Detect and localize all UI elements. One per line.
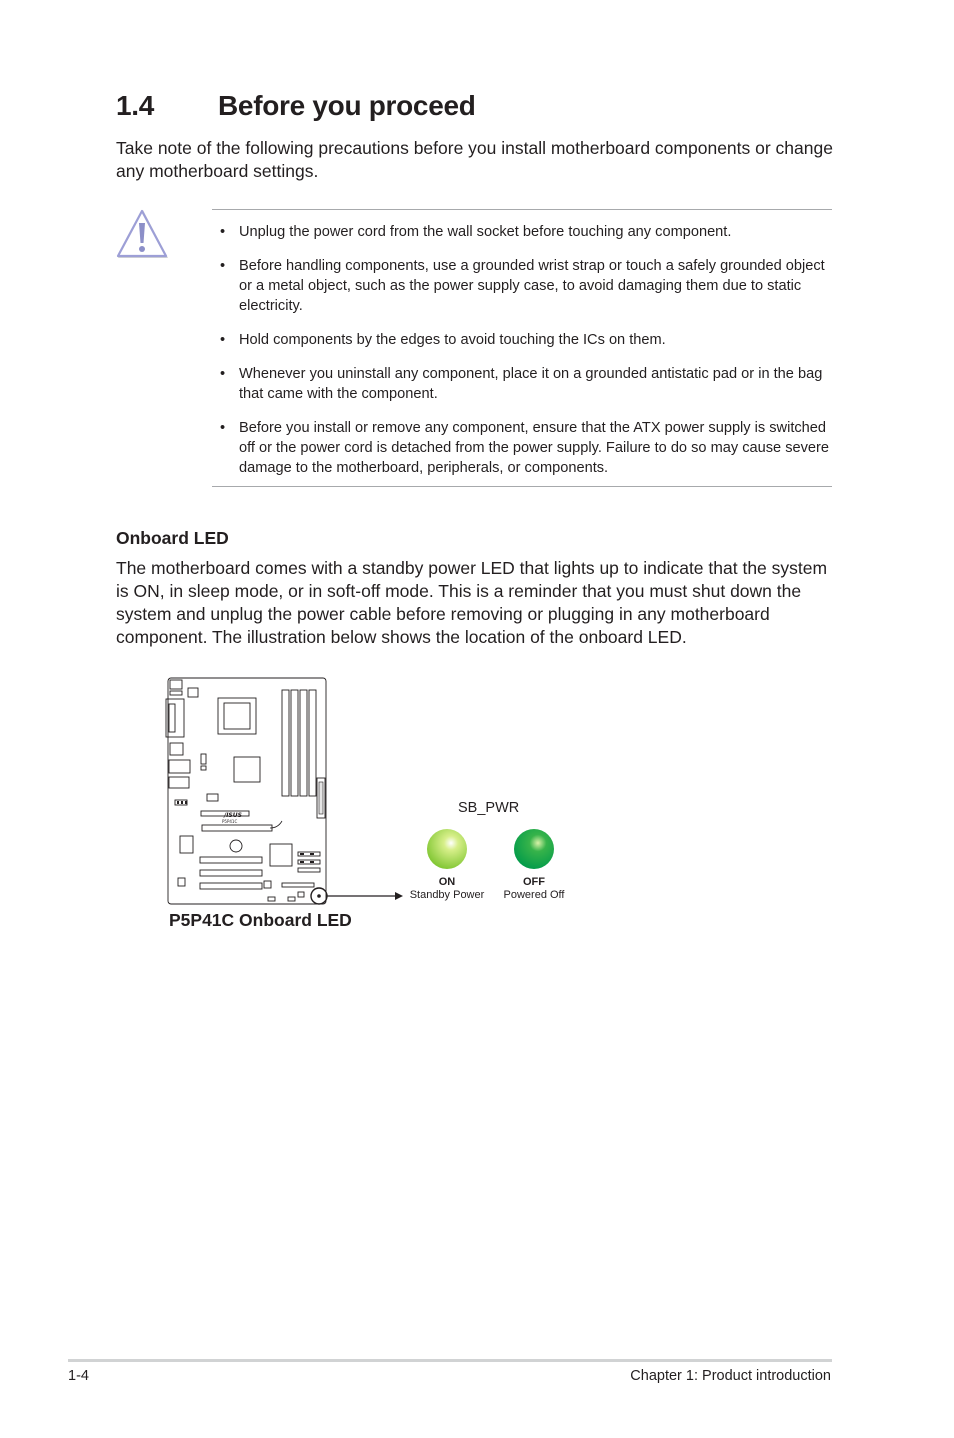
led-off-description: Powered Off bbox=[503, 889, 565, 901]
chapter-title: Chapter 1: Product introduction bbox=[630, 1368, 831, 1384]
caution-item: • Before you install or remove any component, ensure that the ATX power supply is switched off or the power cord is detached from the power supply. Failure to do so may cause severe damage to the motherboard, peripherals, or components. bbox=[220, 420, 829, 476]
motherboard-diagram bbox=[160, 670, 580, 910]
caution-list bbox=[212, 222, 832, 492]
section-number: 1.4 bbox=[116, 90, 155, 121]
page-number: 1-4 bbox=[68, 1368, 89, 1384]
onboard-led-heading: Onboard LED bbox=[116, 528, 229, 548]
intro-paragraph: Take note of the following precautions before you install motherboard components or change any motherboard settings. bbox=[116, 138, 833, 181]
section-title: Before you proceed bbox=[218, 90, 476, 121]
caution-item: • Before handling components, use a grounded wrist strap or touch a safely grounded object or a metal object, such as the power supply case, to avoid damaging them due to static electricity. bbox=[220, 258, 825, 314]
diagram-caption: P5P41C Onboard LED bbox=[169, 910, 352, 930]
led-on-description: Standby Power bbox=[409, 889, 485, 901]
led-off-state: OFF bbox=[523, 876, 545, 888]
led-on-state: ON bbox=[438, 876, 456, 888]
section-heading bbox=[116, 90, 476, 122]
caution-item: • Whenever you uninstall any component, place it on a grounded antistatic pad or in the bag that came with the component. bbox=[220, 366, 823, 402]
led-on-indicator bbox=[426, 828, 468, 870]
caution-item: • Unplug the power cord from the wall socket before touching any component. bbox=[220, 224, 732, 240]
caution-box bbox=[212, 209, 832, 487]
led-off-indicator bbox=[513, 828, 555, 870]
board-model: P5P41C bbox=[222, 819, 238, 824]
board-logo: /ISUS bbox=[224, 812, 242, 819]
onboard-led-paragraph: The motherboard comes with a standby power LED that lights up to indicate that the system is ON, in sleep mode, or in soft-off mode. This is a reminder that you must shut down the system and unplug the power cable before removing or plugging in any motherboard component. The illustration below shows the location of the onboard LED. bbox=[116, 558, 828, 647]
warning-triangle-icon bbox=[116, 209, 168, 259]
footer-divider bbox=[68, 1359, 832, 1362]
led-label: SB_PWR bbox=[458, 800, 520, 816]
caution-item: • Hold components by the edges to avoid touching the ICs on them. bbox=[220, 332, 666, 348]
